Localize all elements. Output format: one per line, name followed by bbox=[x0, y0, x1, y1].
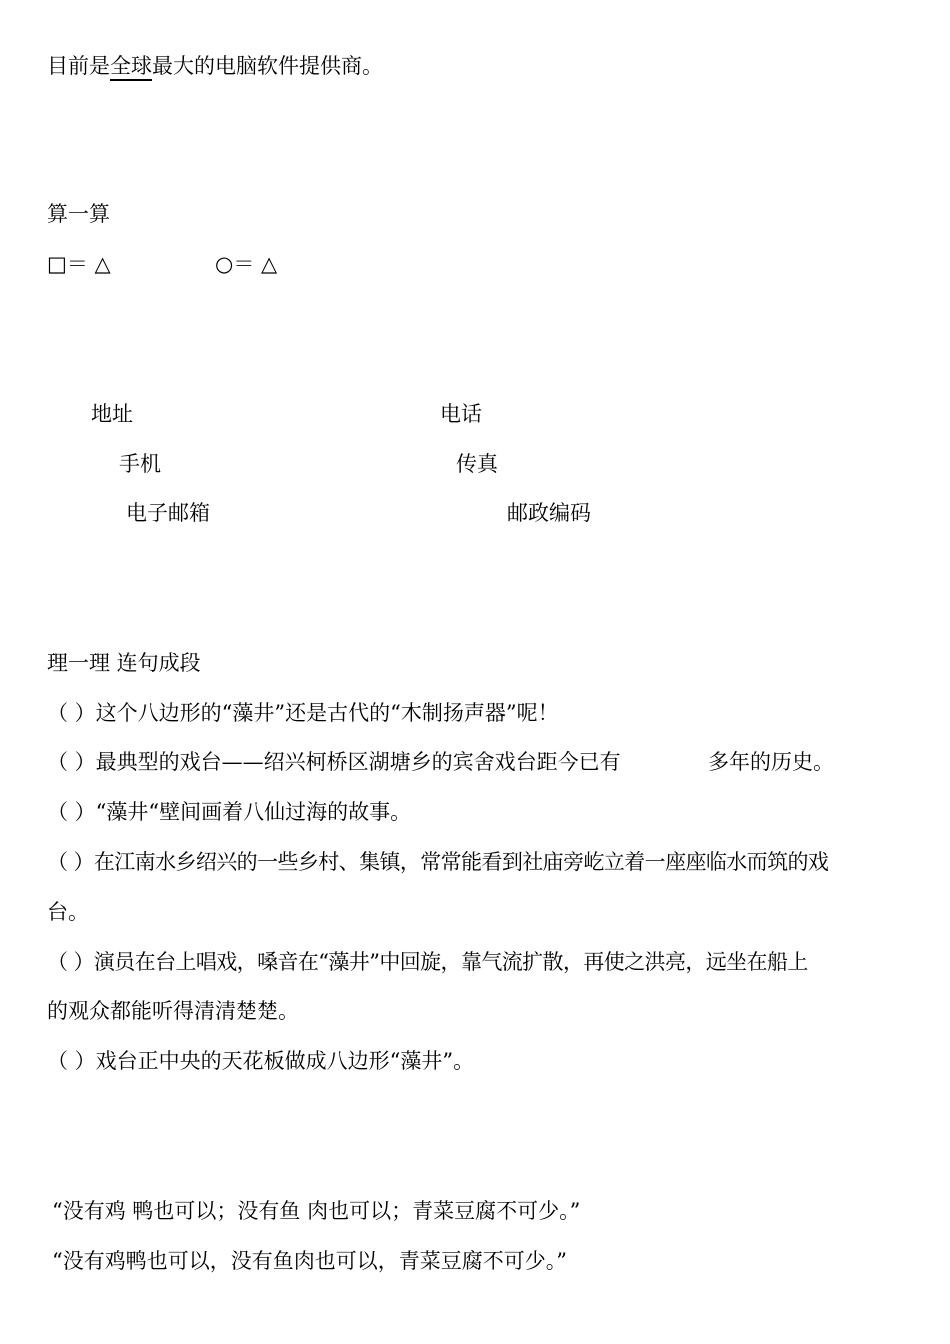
contact-mobile-label: 手机 bbox=[119, 452, 161, 476]
quote-line-2: “没有鸡鸭也可以，没有鱼肉也可以，青菜豆腐不可少。” bbox=[52, 1249, 567, 1273]
contact-fax-label: 传真 bbox=[456, 452, 498, 476]
ordering-item-1: （ ）这个八边形的“藻井”还是古代的“木制扬声器”呢！ bbox=[47, 701, 559, 725]
ordering-item-2: （ ）最典型的戏台——绍兴柯桥区湖塘乡的宾舍戏台距今已有 bbox=[47, 750, 621, 774]
ordering-item-6: （ ）戏台正中央的天花板做成八边形“藻井”。 bbox=[47, 1049, 475, 1073]
ordering-item-3: （ ）“藻井“壁间画着八仙过海的故事。 bbox=[47, 800, 412, 824]
contact-postcode-label: 邮政编码 bbox=[507, 501, 591, 525]
intro-underlined-word: 全球 bbox=[110, 53, 152, 81]
contact-email-label: 电子邮箱 bbox=[126, 501, 210, 525]
ordering-item-2-tail: 多年的历史。 bbox=[708, 750, 834, 774]
ordering-item-5-cont: 的观众都能听得清清楚楚。 bbox=[47, 999, 299, 1023]
ordering-heading: 理一理 连句成段 bbox=[47, 651, 201, 675]
calc-heading: 算一算 bbox=[47, 202, 110, 226]
contact-phone-label: 电话 bbox=[440, 402, 482, 426]
calc-equation-2: ○＝ △ bbox=[215, 252, 278, 276]
quote-line-1: “没有鸡 鸭也可以；没有鱼 肉也可以；青菜豆腐不可少。” bbox=[52, 1199, 581, 1223]
intro-suffix: 最大的电脑软件提供商。 bbox=[152, 54, 383, 78]
intro-prefix: 目前是 bbox=[47, 54, 110, 78]
ordering-item-4: （ ）在江南水乡绍兴的一些乡村、集镇，常常能看到社庙旁屹立着一座座临水而筑的戏 bbox=[47, 850, 829, 874]
contact-address-label: 地址 bbox=[91, 402, 133, 426]
ordering-item-4-cont: 台。 bbox=[47, 900, 89, 924]
intro-sentence bbox=[47, 52, 383, 81]
calc-equation-1: □＝ △ bbox=[47, 252, 111, 276]
ordering-item-5: （ ）演员在台上唱戏，嗓音在“藻井”中回旋，靠气流扩散，再使之洪亮，远坐在船上 bbox=[47, 950, 808, 974]
